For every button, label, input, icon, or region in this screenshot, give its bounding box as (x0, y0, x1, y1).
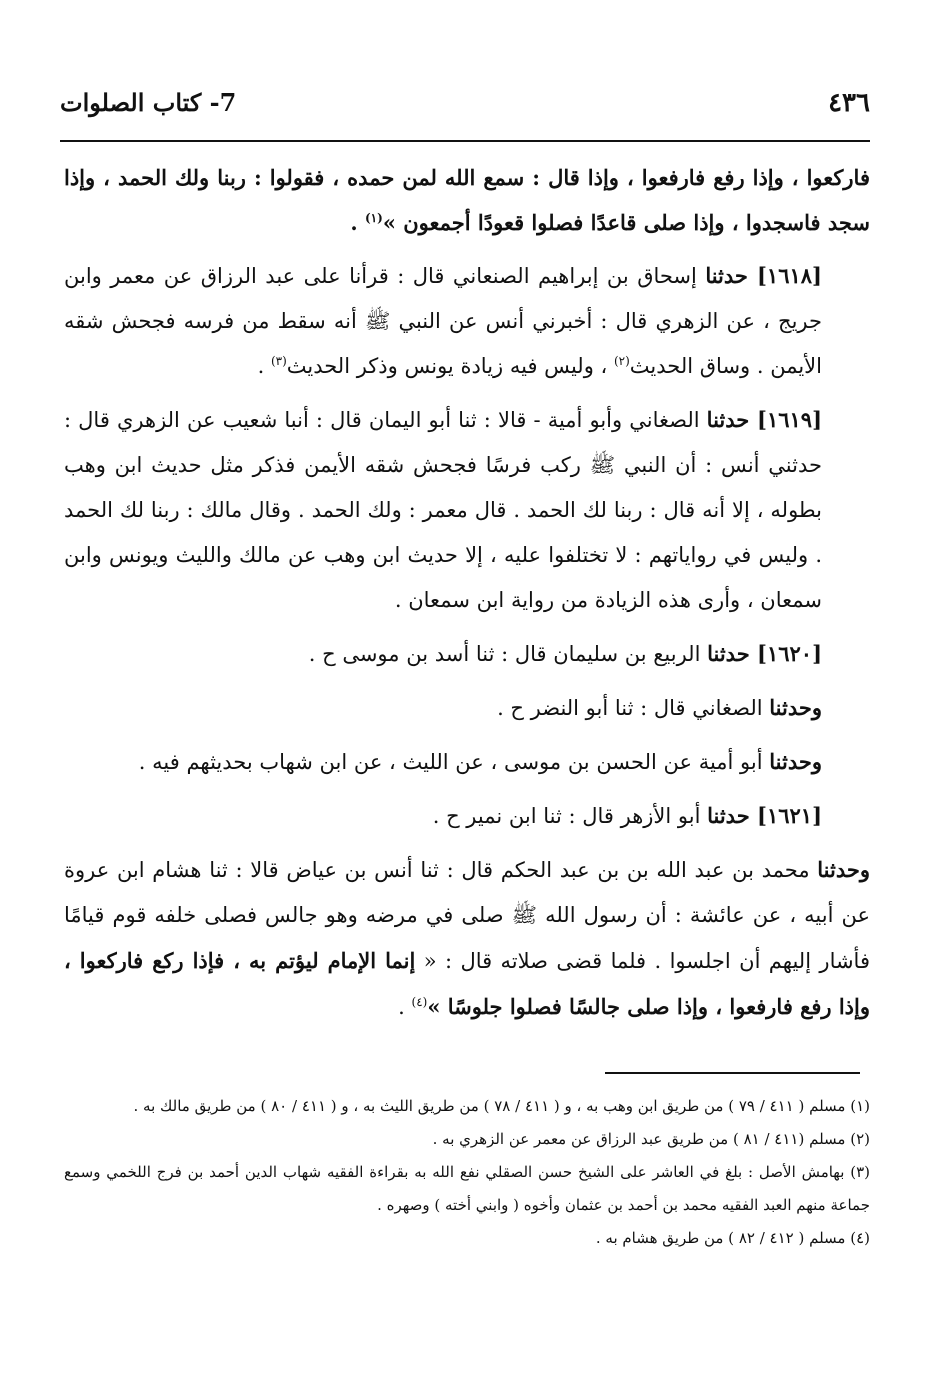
footnote-ref: (٢) (613, 354, 630, 368)
isnad-line (64, 685, 870, 731)
paragraph-text: فاركعوا ، وإذا رفع فارفعوا ، وإذا قال : سمع الله لمن حمده ، فقولوا : ربنا ولك الحمد ، وإذا سجد فاسجدوا ، وإذا صلى قاعدًا فصلوا قعودًا أجمعون » (64, 165, 870, 235)
paragraph-text: أبو أمية عن الحسن بن موسى ، عن الليث ، عن ابن شهاب بحديثهم فيه . (138, 750, 770, 774)
isnad-line (64, 739, 870, 785)
paragraph-text: أبو الأزهر قال : ثنا ابن نمير ح . (432, 804, 708, 828)
footnote-ref: (١) (364, 211, 383, 225)
footnote-rule (605, 1072, 860, 1074)
hadith-1619 (64, 397, 870, 623)
header-rule (60, 140, 870, 142)
footnote: (٤) مسلم ( ٤١٢ / ٨٢ ) من طريق هشام به . (595, 1229, 870, 1247)
paragraph-tail: . (350, 210, 365, 235)
hadith-number: [١٦٢٠] حدثنا (707, 641, 822, 666)
main-text (64, 155, 870, 1038)
page-number: ٤٣٦ (828, 88, 870, 118)
hadith-1621 (64, 793, 870, 839)
hadith-1620 (64, 631, 870, 677)
footnote-ref: (٤) (411, 995, 428, 1009)
hadith-1618 (64, 253, 870, 389)
paragraph-text: الربيع بن سليمان قال : ثنا أسد بن موسى ح . (308, 642, 708, 666)
paragraph-text: الصغاني قال : ثنا أبو النضر ح . (497, 696, 770, 720)
paragraph-tail: . (257, 354, 271, 378)
isnad-line (64, 847, 870, 1030)
paragraph-text: إسحاق بن إبراهيم الصنعاني قال : قرأنا على عبد الرزاق عن معمر وابن جريج ، عن الزهري قال : أخبرني أنس عن النبي ﷺ أنه سقط من فرسه فجحش شقه الأيمن . وساق الحديث (64, 264, 822, 378)
paragraph-text: ، وليس فيه زيادة يونس وذكر الحديث (286, 354, 614, 378)
paragraph-text: محمد بن عبد الله بن بن عبد الحكم قال : ثنا أنس بن عياض قالا : ثنا هشام ابن عروة عن أبيه ، عن عائشة : أن رسول الله ﷺ صلى في مرضه وهو جالس فصلى خلفه قوم قيامًا فأشار إليهم أن اجلسوا . فلما قضى صلاته قال : « (64, 858, 870, 973)
page-header (60, 88, 870, 128)
footnotes (64, 1090, 870, 1255)
hadith-number: [١٦٢١] حدثنا (707, 803, 822, 828)
isnad-lead: وحدثنا (769, 749, 822, 774)
footnote: (١) مسلم ( ٤١١ / ٧٩ ) من طريق ابن وهب به ، و ( ٤١١ / ٧٨ ) من طريق الليث به ، و ( ٤١١ / ٨٠ ) من طريق مالك به . (133, 1097, 870, 1115)
chapter-title: 7- كتاب الصلوات (60, 88, 237, 117)
hadith-matn: إنما الإمام ليؤتم به ، فإذا ركع فاركعوا ، وإذا رفع فارفعوا ، وإذا صلى جالسًا فصلوا جلوسًا » (64, 948, 870, 1019)
paragraph-tail: . (398, 995, 412, 1019)
isnad-lead: وحدثنا (769, 695, 822, 720)
isnad-lead: وحدثنا (817, 857, 870, 882)
footnote-ref: (٣) (270, 354, 287, 368)
hadith-continuation (64, 155, 870, 245)
footnote: (٢) مسلم (٤١١ / ٨١ ) من طريق عبد الرزاق عن معمر عن الزهري به . (432, 1130, 870, 1148)
hadith-number: [١٦١٨] حدثنا (705, 263, 822, 288)
paragraph-text: الصغاني وأبو أمية - قالا : ثنا أبو اليمان قال : أنبا شعيب عن الزهري قال : حدثني أنس : أن النبي ﷺ ركب فرسًا فجحش شقه الأيمن فذكر مثل حديث ابن وهب بطوله ، إلا أنه قال : ربنا لك الحمد . قال معمر : ولك الحمد . وقال مالك : ربنا لك الحمد . وليس في رواياتهم : لا تختلفوا عليه ، إلا حديث ابن وهب عن مالك والليث ويونس وابن سمعان ، وأرى هذه الزيادة من رواية ابن سمعان . (64, 408, 822, 612)
footnote: (٣) بهامش الأصل : بلغ في العاشر على الشيخ حسن الصقلي نفع الله به بقراءة الفقيه شهاب الدين أحمد بن فرج اللخمي وسمع جماعة منهم العبد الفقيه محمد بن أحمد بن عثمان وأخوه ( وابني أخته ) وصهره . (64, 1163, 870, 1214)
hadith-number: [١٦١٩] حدثنا (706, 407, 822, 432)
